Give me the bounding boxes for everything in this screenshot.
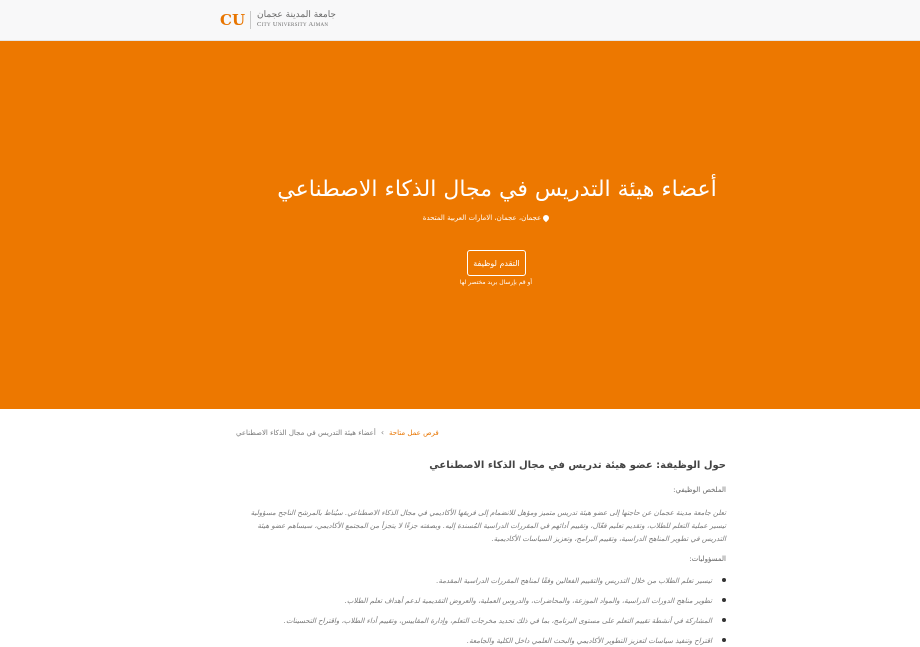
summary-label: الملخص الوظيفي: (673, 486, 726, 494)
logo-mark: CU (220, 11, 246, 29)
apply-button[interactable]: التقدم لوظيفة (467, 250, 526, 276)
job-location-text: عجمان، عجمان، الامارات العربية المتحدة (422, 214, 542, 222)
job-description (236, 460, 726, 647)
university-logo[interactable] (220, 9, 336, 31)
job-title: أعضاء هيئة التدريس في مجال الذكاء الاصطناعي (277, 177, 717, 202)
logo-arabic-name: جامعة المدينة عجمان (257, 10, 336, 21)
responsibilities-label: المسؤوليات: (689, 555, 726, 563)
breadcrumb-link-jobs[interactable]: فرص عمل متاحة (389, 428, 439, 437)
email-link[interactable]: أو قم بإرسال بريد مختصر لها (459, 279, 533, 286)
breadcrumb (236, 428, 439, 437)
logo-divider (250, 11, 251, 29)
summary-text: تعلن جامعة مدينة عجمان عن حاجتها إلى عضو هيئة تدريس متميز ومؤهل للانضمام إلى فريقها الأكاديمي في مجال الذكاء الاصطناعي. سيُناط بالمرشح الناجح مسؤولية تيسير عملية التعلم للطلاب، وتقديم تعليم فعّال، وتقييم أدائهم في المقررات الدراسية المُسندة إليه. وبصفته جزءًا لا يتجزأ من المجتمع الأكاديمي، سيساهم عضو هيئة التدريس في تطوير المناهج الدراسية، وتقييم البرامج، وتعزيز السياسات الأكاديمية. (250, 509, 726, 543)
logo-wordmark (257, 11, 336, 29)
list-item: اقتراح وتنفيذ سياسات لتعزيز التطوير الأكاديمي والبحث العلمي داخل الكلية والجامعة. (236, 636, 726, 647)
logo-english-name: City University Ajman (257, 21, 329, 29)
top-header-bar (0, 0, 920, 41)
job-hero-banner (0, 41, 920, 409)
chevron-icon: ‹ (380, 428, 385, 437)
list-item: تيسير تعلم الطلاب من خلال التدريس والتقييم الفعالين وفقًا لمناهج المقررات الدراسية المقدمة. (236, 576, 726, 596)
about-title: حول الوظيفة: عضو هيئة تدريس في مجال الذكاء الاصطناعي (429, 460, 726, 471)
responsibilities-list (236, 576, 726, 647)
list-item: تطوير مناهج الدورات الدراسية، والمواد الموزعة، والمحاضرات، والدروس العملية، والعروض التقديمية لدعم أهداف تعلم الطلاب. (236, 596, 726, 616)
list-item: المشاركة في أنشطة تقييم التعلم على مستوى البرنامج، بما في ذلك تحديد مخرجات التعلم، وإدارة المقاييس، وتقييم أداء الطلاب، واقتراح التحسينات. (236, 616, 726, 636)
location-pin-icon (542, 214, 550, 222)
job-location (0, 214, 920, 222)
breadcrumb-current: أعضاء هيئة التدريس في مجال الذكاء الاصطناعي (236, 428, 376, 437)
